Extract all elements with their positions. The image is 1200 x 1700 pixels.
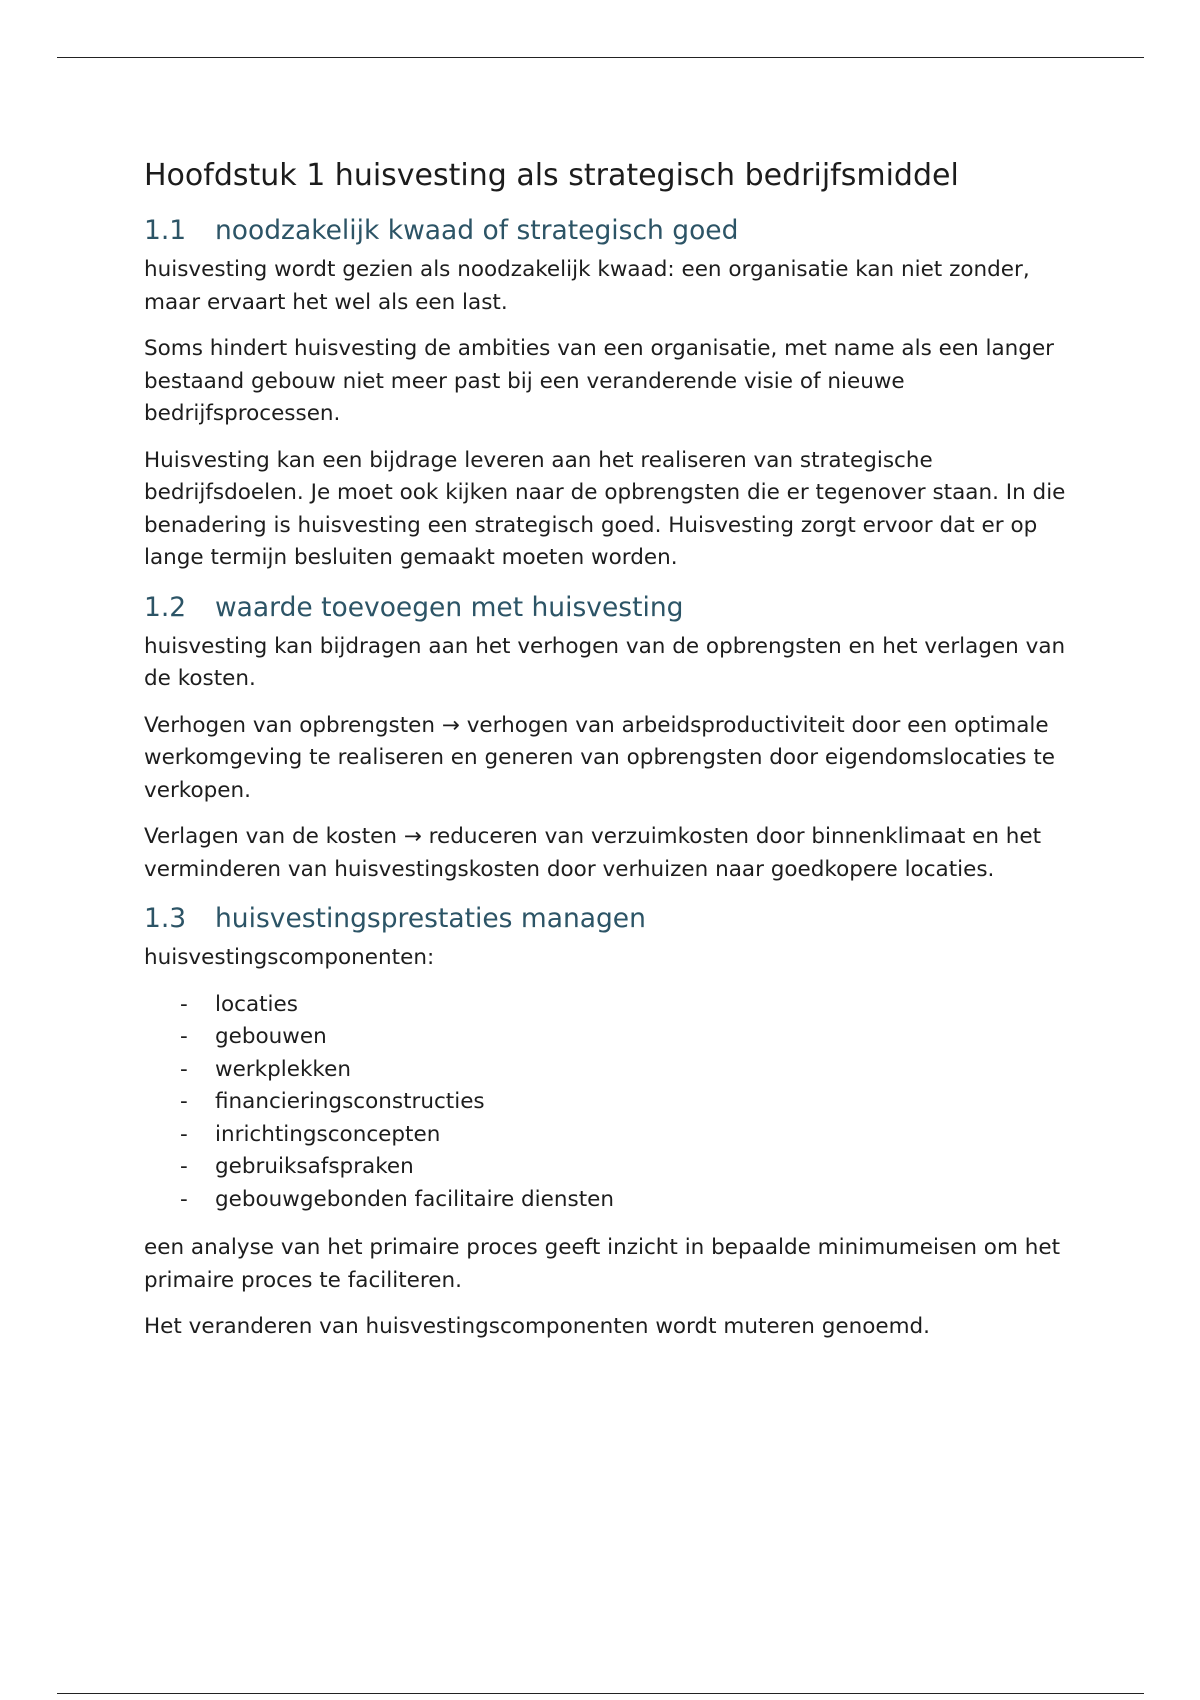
- dash-bullet: -: [180, 1154, 188, 1179]
- section-number: 1.3: [144, 903, 187, 934]
- paragraph: Huisvesting kan een bijdrage leveren aan het realiseren van strategische bedrijfsdoelen. Je moet ook kijken naar de opbrengsten die er tegenover staan. In die benadering is huisvesting een strategisch goed. Huisvesting zorgt ervoor dat er op lange termijn besluiten gemaakt moeten worden.: [144, 447, 1066, 570]
- section-title: waarde toevoegen met huisvesting: [215, 591, 684, 623]
- header-rule: [57, 57, 1144, 58]
- list-item: [144, 1119, 1084, 1152]
- list-item-text: financieringsconstructies: [215, 1089, 485, 1114]
- dash-bullet: -: [180, 1121, 188, 1147]
- paragraph: Verhogen van opbrengsten → verhogen van arbeidsproductiviteit door een optimale werkomgeving te realiseren en generen van opbrengsten door eigendomslocaties te verkopen.: [144, 712, 1055, 803]
- section-heading-1-3: [144, 900, 1084, 938]
- list-item: [144, 1086, 1084, 1119]
- list-item: [144, 1021, 1084, 1054]
- paragraph: Het veranderen van huisvestingscomponenten wordt muteren genoemd.: [144, 1314, 931, 1339]
- paragraph: huisvestingscomponenten:: [144, 945, 435, 970]
- list-item: [144, 989, 1084, 1022]
- dash-bullet: -: [180, 1186, 188, 1212]
- dash-bullet: -: [180, 991, 188, 1017]
- paragraph: Verlagen van de kosten → reduceren van verzuimkosten door binnenklimaat en het verminderen van huisvestingskosten door verhuizen naar goedkopere locaties.: [144, 824, 1042, 882]
- list-item-text: locaties: [215, 991, 298, 1017]
- paragraph: huisvesting kan bijdragen aan het verhogen van de opbrengsten en het verlagen van de kosten.: [144, 633, 1066, 691]
- chapter-title: Hoofdstuk 1 huisvesting als strategisch bedrijfsmiddel: [144, 158, 959, 193]
- list-item-text: werkplekken: [215, 1056, 351, 1082]
- document-body: [144, 154, 1084, 1358]
- section-number: 1.1: [144, 215, 187, 246]
- list-item-text: gebouwen: [215, 1024, 327, 1049]
- footer-rule: [57, 1693, 1144, 1694]
- list-item-text: gebouwgebonden facilitaire diensten: [215, 1186, 614, 1212]
- section-title: huisvestingsprestaties managen: [215, 903, 646, 934]
- dash-bullet: -: [180, 1024, 188, 1049]
- list-item-text: gebruiksafspraken: [215, 1154, 414, 1179]
- dash-bullet: -: [180, 1056, 188, 1082]
- section-heading-1-2: [144, 589, 1084, 627]
- list-item: [144, 1054, 1084, 1087]
- list-item: [144, 1184, 1084, 1217]
- section-heading-1-1: [144, 212, 1084, 250]
- paragraph: een analyse van het primaire proces geeft inzicht in bepaalde minimumeisen om het primaire proces te faciliteren.: [144, 1235, 1061, 1293]
- component-list: [144, 989, 1084, 1217]
- paragraph: huisvesting wordt gezien als noodzakelijk kwaad: een organisatie kan niet zonder, maar ervaart het wel als een last.: [144, 257, 1030, 315]
- paragraph: Soms hindert huisvesting de ambities van een organisatie, met name als een langer bestaand gebouw niet meer past bij een veranderende visie of nieuwe bedrijfsprocessen.: [144, 336, 1055, 426]
- dash-bullet: -: [180, 1089, 188, 1114]
- section-title: noodzakelijk kwaad of strategisch goed: [215, 215, 739, 246]
- section-number: 1.2: [144, 591, 187, 623]
- list-item: [144, 1151, 1084, 1184]
- list-item-text: inrichtingsconcepten: [215, 1121, 441, 1147]
